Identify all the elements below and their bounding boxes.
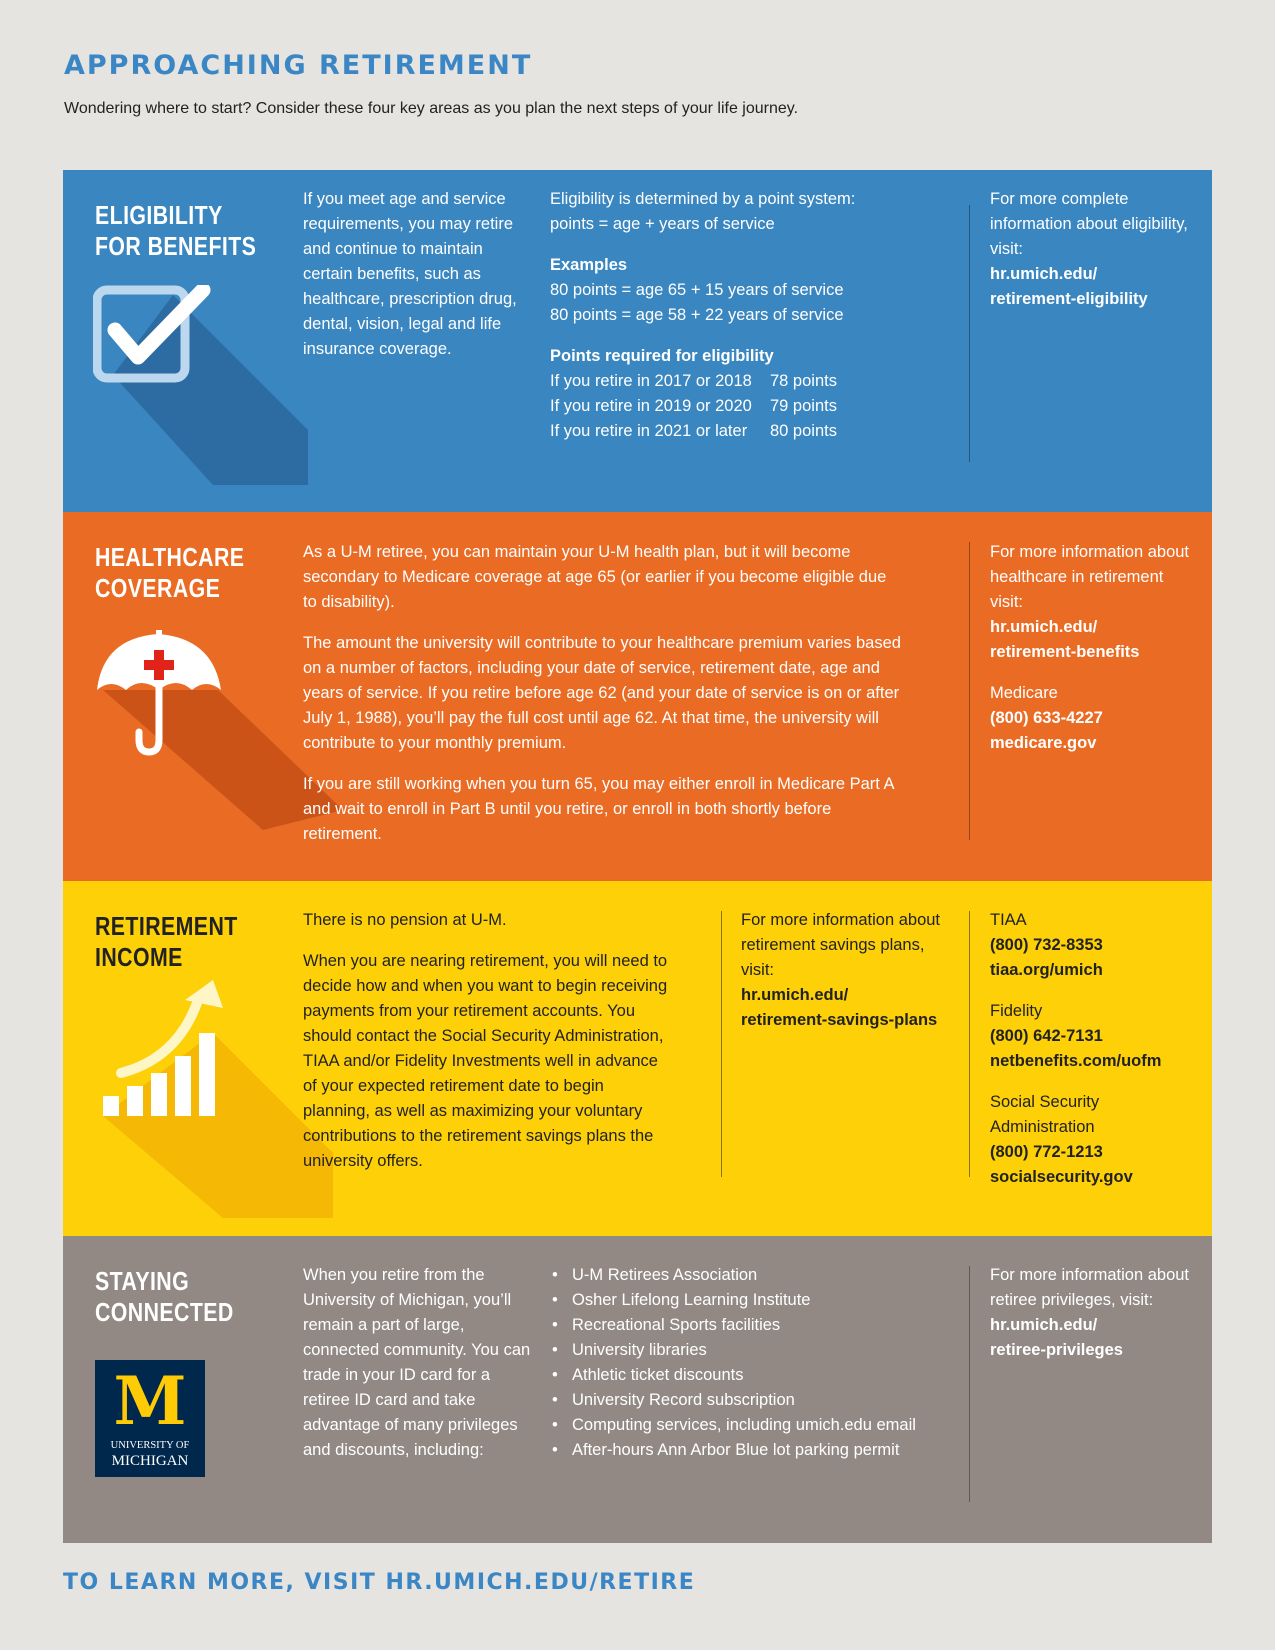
growth-chart-arrow-icon	[93, 978, 333, 1218]
point-system-line2: points = age + years of service	[550, 215, 775, 233]
divider	[969, 205, 970, 462]
income-para-2: When you are nearing retirement, you will need to decide how and when you want to begin receiving payments from your retirement accounts. You should contact the Social Security Administration, TIAA and/or Fidelity Investments well in advance of your expected retirement date to begin planning, as well as maximizing your voluntary contributions to the retirement savings plans the university offers.	[303, 952, 668, 1170]
tiaa-site-link[interactable]: tiaa.org/umich	[990, 961, 1103, 979]
points-heading: Points required for eligibility	[550, 347, 774, 365]
logo-letter: M	[113, 1362, 187, 1440]
connected-title-line1: STAYING	[95, 1266, 190, 1296]
income-more-info: For more information about retirement savings plans, visit: hr.umich.edu/ retirement-savings-plans	[741, 908, 956, 1033]
example-1: 80 points = age 65 + 15 years of service	[550, 281, 844, 299]
healthcare-more-info: For more information about healthcare in retirement visit: hr.umich.edu/ retirement-benefits Medicare (800) 633-4227 medicare.gov	[990, 540, 1195, 756]
list-item: • Osher Lifelong Learning Institute	[550, 1288, 950, 1313]
fidelity-site-link[interactable]: netbenefits.com/uofm	[990, 1052, 1162, 1070]
medicare-label: Medicare	[990, 684, 1058, 702]
connected-body: When you retire from the University of Michigan, you’ll remain a part of large, connected community. You can trade in your ID card for a retiree ID card and take advantage of many privileges and discounts, including:	[303, 1266, 531, 1459]
eligibility-link[interactable]: hr.umich.edu/ retirement-eligibility	[990, 265, 1148, 308]
medicare-phone[interactable]: (800) 633-4227	[990, 709, 1103, 727]
list-item: • Recreational Sports facilities	[550, 1313, 950, 1338]
connected-more-info: For more information about retiree privileges, visit: hr.umich.edu/ retiree-privileges	[990, 1263, 1195, 1363]
example-2: 80 points = age 58 + 22 years of service	[550, 306, 844, 324]
income-title-line2: INCOME	[95, 942, 183, 972]
list-item: • University libraries	[550, 1338, 950, 1363]
eligibility-points-column	[550, 187, 910, 444]
point-system-line1: Eligibility is determined by a point system:	[550, 190, 856, 208]
eligibility-title-line2: FOR BENEFITS	[95, 231, 257, 261]
fidelity-label: Fidelity	[990, 1002, 1043, 1020]
examples-heading: Examples	[550, 256, 628, 274]
income-title-line1: RETIREMENT	[95, 911, 238, 941]
connected-link[interactable]: hr.umich.edu/ retiree-privileges	[990, 1316, 1123, 1359]
tiaa-label: TIAA	[990, 911, 1027, 929]
ssa-phone[interactable]: (800) 772-1213	[990, 1143, 1103, 1161]
divider	[969, 1266, 970, 1502]
healthcare-body	[303, 540, 903, 847]
connected-section	[63, 1236, 1212, 1543]
page-intro: Wondering where to start? Consider these four key areas as you plan the next steps of your life journey.	[64, 100, 799, 117]
healthcare-para-3: If you are still working when you turn 65, you may either enroll in Medicare Part A and wait to enroll in Part B until you retire, or enroll in both shortly before retirement.	[303, 775, 894, 843]
income-body	[303, 908, 673, 1174]
healthcare-title	[95, 542, 244, 604]
points-row: If you retire in 2021 or later 80 points	[550, 422, 837, 440]
eligibility-section	[63, 170, 1212, 512]
list-item: • U-M Retirees Association	[550, 1263, 950, 1288]
points-row: If you retire in 2017 or 2018 78 points	[550, 372, 837, 390]
connected-title	[95, 1266, 234, 1328]
footer-cta[interactable]: TO LEARN MORE, VISIT HR.UMICH.EDU/RETIRE	[63, 1570, 696, 1595]
healthcare-link[interactable]: hr.umich.edu/ retirement-benefits	[990, 618, 1140, 661]
fidelity-phone[interactable]: (800) 642-7131	[990, 1027, 1103, 1045]
checkbox-check-icon	[93, 285, 308, 485]
divider	[969, 911, 970, 1177]
logo-text-line2: MICHIGAN	[111, 1453, 189, 1469]
connected-title-line2: CONNECTED	[95, 1297, 234, 1327]
divider	[969, 542, 970, 840]
university-logo	[95, 1360, 205, 1477]
healthcare-para-2: The amount the university will contribute to your healthcare premium varies based on a number of factors, including your date of service, retirement date, age and years of service. If you retire before age 62 (and your date of service is on or after July 1, 1988), you’ll pay the full cost until age 62. At that time, the university will contribute to your monthly premium.	[303, 634, 901, 752]
income-link[interactable]: hr.umich.edu/ retirement-savings-plans	[741, 986, 938, 1029]
ssa-site-link[interactable]: socialsecurity.gov	[990, 1168, 1133, 1186]
page-title: APPROACHING RETIREMENT	[64, 50, 533, 81]
income-title	[95, 911, 238, 973]
ssa-label: Social Security Administration	[990, 1093, 1100, 1136]
income-contacts	[990, 908, 1205, 1190]
healthcare-para-1: As a U-M retiree, you can maintain your U-M health plan, but it will become secondary to Medicare coverage at age 65 (or earlier if you become eligible due to disability).	[303, 543, 887, 611]
eligibility-intro: If you meet age and service requirements, you may retire and continue to maintain certain benefits, such as healthcare, prescription drug, dental, vision, legal and life insurance coverage.	[303, 190, 517, 358]
privileges-list	[550, 1263, 950, 1463]
eligibility-title-line1: ELIGIBILITY	[95, 200, 223, 230]
eligibility-more-info: For more complete information about eligibility, visit: hr.umich.edu/ retirement-eligibility	[990, 187, 1195, 312]
divider	[721, 911, 722, 1177]
points-row: If you retire in 2019 or 2020 79 points	[550, 397, 837, 415]
healthcare-section	[63, 512, 1212, 881]
medicare-site-link[interactable]: medicare.gov	[990, 734, 1097, 752]
income-para-1: There is no pension at U-M.	[303, 911, 507, 929]
tiaa-phone[interactable]: (800) 732-8353	[990, 936, 1103, 954]
list-item: • After-hours Ann Arbor Blue lot parking permit	[550, 1438, 950, 1463]
eligibility-title	[95, 200, 256, 262]
income-section	[63, 881, 1212, 1236]
healthcare-title-line1: HEALTHCARE	[95, 542, 245, 572]
list-item: • Computing services, including umich.edu email	[550, 1413, 950, 1438]
list-item: • Athletic ticket discounts	[550, 1363, 950, 1388]
healthcare-title-line2: COVERAGE	[95, 573, 221, 603]
logo-text-line1: UNIVERSITY OF	[110, 1440, 190, 1451]
list-item: • University Record subscription	[550, 1388, 950, 1413]
